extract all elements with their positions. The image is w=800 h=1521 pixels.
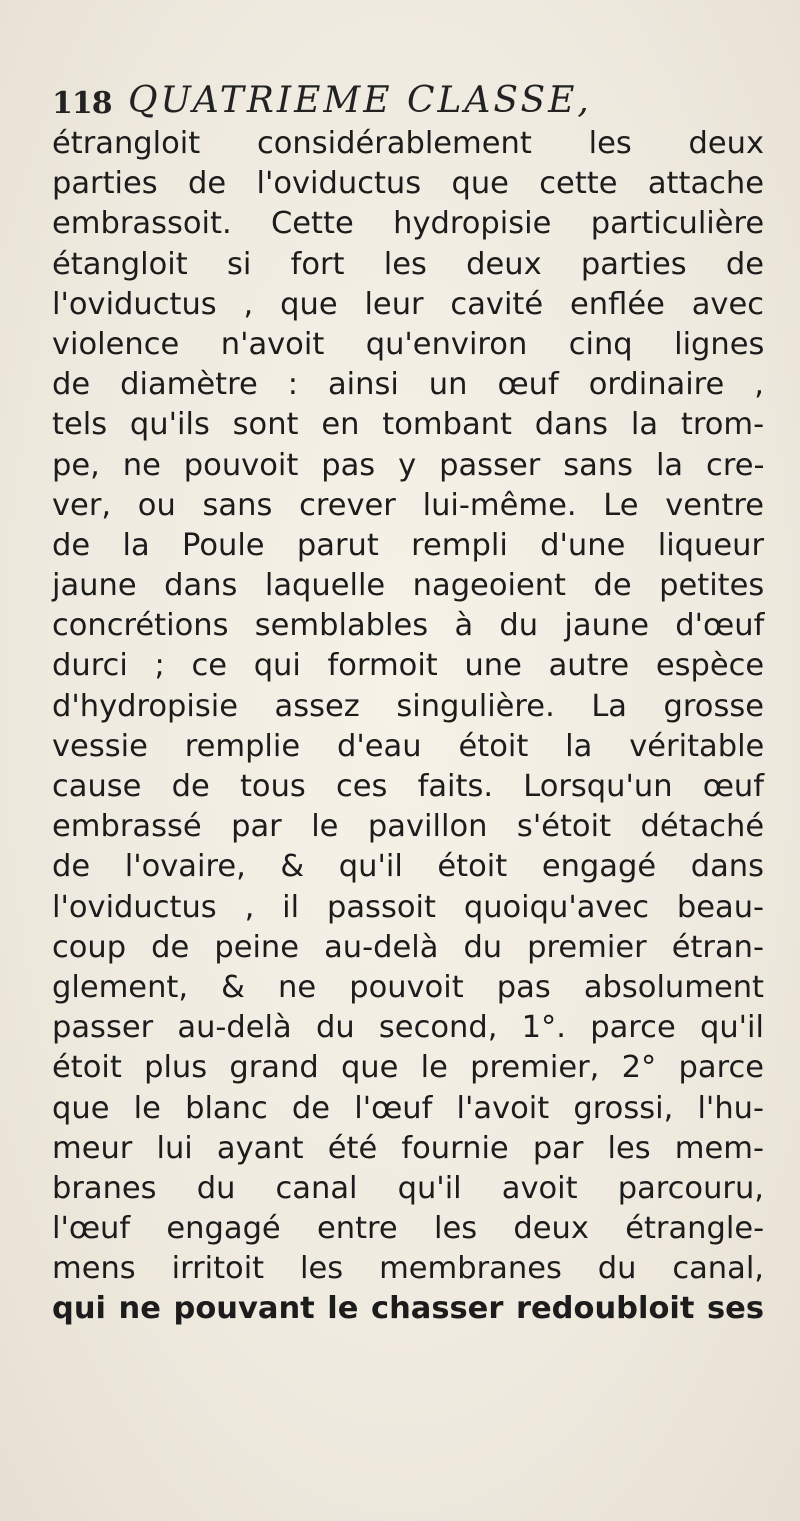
text-line: étoit plus grand que le premier, 2° parce bbox=[52, 1050, 764, 1086]
text-line: parties de l'oviductus que cette attache bbox=[52, 166, 764, 202]
text-line: que le blanc de l'œuf l'avoit grossi, l'hu- bbox=[52, 1090, 764, 1126]
text-line: de l'ovaire, & qu'il étoit engagé dans bbox=[52, 849, 764, 885]
text-line: violence n'avoit qu'environ cinq lignes bbox=[52, 326, 765, 362]
running-title: QUATRIEME CLASSE, bbox=[128, 80, 592, 121]
text-line: étangloit si fort les deux parties de bbox=[52, 246, 764, 282]
text-line: coup de peine au-delà du premier étran- bbox=[52, 929, 764, 965]
text-line: durci ; ce qui formoit une autre espèce bbox=[52, 648, 765, 684]
text-line: vessie remplie d'eau étoit la véritable bbox=[52, 728, 765, 764]
text-line: mens irritoit les membranes du canal, bbox=[52, 1251, 764, 1287]
text-line: qui ne pouvant le chasser redoubloit ses bbox=[52, 1291, 764, 1327]
text-line: concrétions semblables à du jaune d'œuf bbox=[52, 608, 765, 644]
text-line: ver, ou sans crever lui-même. Le ventre bbox=[52, 487, 764, 523]
text-line: jaune dans laquelle nageoient de petites bbox=[52, 568, 765, 604]
text-line: tels qu'ils sont en tombant dans la trom- bbox=[52, 407, 765, 443]
text-line: glement, & ne pouvoit pas absolument bbox=[52, 969, 765, 1005]
text-line: cause de tous ces faits. Lorsqu'un œuf bbox=[52, 769, 765, 804]
page-number: 118 bbox=[52, 86, 112, 121]
text-line: meur lui ayant été fournie par les mem- bbox=[52, 1130, 764, 1166]
text-line: pe, ne pouvoit pas y passer sans la cre- bbox=[52, 447, 765, 483]
text-line: l'oviductus , il passoit quoiqu'avec beau- bbox=[52, 889, 765, 925]
text-line: d'hydropisie assez singulière. La grosse bbox=[52, 688, 764, 724]
page-header bbox=[52, 80, 752, 128]
text-line: de la Poule parut rempli d'une liqueur bbox=[52, 527, 764, 563]
text-line: branes du canal qu'il avoit parcouru, bbox=[52, 1170, 764, 1206]
body-text bbox=[52, 124, 764, 1330]
text-line: passer au-delà du second, 1°. parce qu'il bbox=[52, 1010, 764, 1046]
text-line: étrangloit considérablement les deux bbox=[52, 126, 764, 161]
text-line: de diamètre : ainsi un œuf ordinaire , bbox=[52, 367, 764, 403]
text-line: embrassoit. Cette hydropisie particulière bbox=[52, 206, 765, 242]
text-line: embrassé par le pavillon s'étoit détaché bbox=[52, 809, 765, 845]
text-line: l'œuf engagé entre les deux étrangle- bbox=[52, 1211, 765, 1247]
text-line: l'oviductus , que leur cavité enflée avec bbox=[52, 286, 764, 322]
